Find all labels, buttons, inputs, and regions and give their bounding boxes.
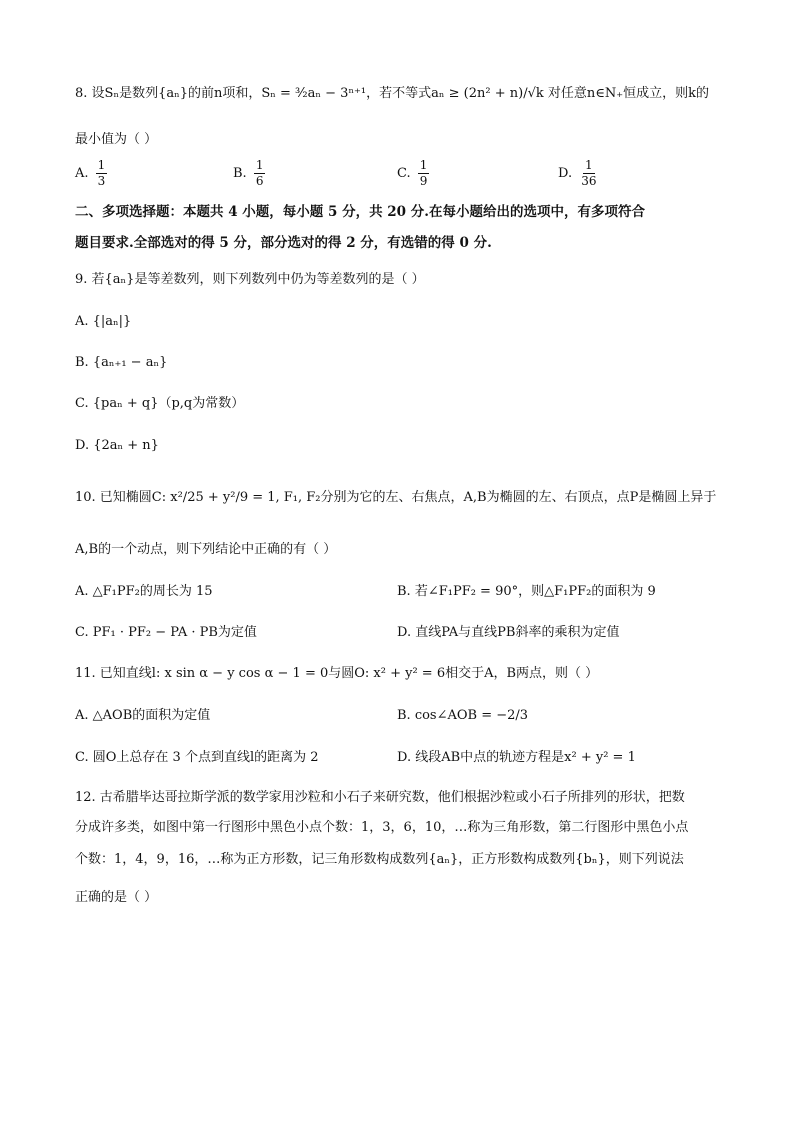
q11-option-a: A. △AOB的面积为定值 [75,708,211,723]
q10-option-a: A. △F₁PF₂的周长为 15 [75,584,213,599]
option-label: D. [558,166,573,181]
q10-stem-line1: 10. 已知椭圆C: x²/25 + y²/9 = 1, F₁, F₂分别为它的左、右焦点，A,B为椭圆的左、右顶点，点P是椭圆上异于 [75,490,717,505]
denominator: 9 [419,174,428,188]
option-label: C. [397,166,411,181]
denominator: 36 [581,174,597,188]
fraction [96,158,108,189]
q8-stem-line1: 8. 设Sₙ是数列{aₙ}的前n项和，Sₙ = ³⁄₂aₙ − 3ⁿ⁺¹，若不等式aₙ ≥ (2n² + n)/√k 对任意n∈N₊恒成立，则k的 [75,86,709,101]
denominator: 6 [255,174,264,188]
q10-stem-line2: A,B的一个动点，则下列结论中正确的有（ ） [75,542,337,557]
q12-stem-line2: 分成许多类，如图中第一行图形中黑色小点个数：1，3，6，10，…称为三角形数，第二行图形中黑色小点 [75,820,689,835]
q11-stem: 11. 已知直线l: x sin α − y cos α − 1 = 0与圆O: x² + y² = 6相交于A，B两点，则（ ） [75,666,599,681]
q11-option-c: C. 圆O上总存在 3 个点到直线l的距离为 2 [75,750,319,765]
fraction [418,158,430,189]
option-label: B. [233,166,247,181]
numerator: 1 [255,158,264,172]
option-label: A. [75,166,89,181]
denominator: 3 [97,174,106,188]
q9-option-b: B. {aₙ₊₁ − aₙ} [75,355,168,370]
q9-stem: 9. 若{aₙ}是等差数列，则下列数列中仍为等差数列的是（ ） [75,272,425,287]
q8-option-d [558,158,602,189]
section2-heading-line2: 题目要求.全部选对的得 5 分，部分选对的得 2 分，有选错的得 0 分. [75,235,492,251]
q12-stem-line3: 个数：1，4，9，16，…称为正方形数，记三角形数构成数列{aₙ}，正方形数构成数列{bₙ}，则下列说法 [75,852,684,867]
q9-option-c: C. {paₙ + q}（p,q为常数） [75,396,245,411]
q8-option-b [233,158,268,189]
q12-stem-line4: 正确的是（ ） [75,890,158,905]
fraction [579,158,598,189]
q8-stem-line2: 最小值为（ ） [75,132,158,147]
q11-option-d: D. 线段AB中点的轨迹方程是x² + y² = 1 [397,750,636,765]
q8-option-c [397,158,432,189]
q9-option-a: A. {|aₙ|} [75,314,132,329]
numerator: 1 [585,158,593,172]
q10-option-d: D. 直线PA与直线PB斜率的乘积为定值 [397,625,620,640]
numerator: 1 [419,158,428,172]
fraction [254,158,266,189]
section2-heading-line1: 二、多项选择题：本题共 4 小题，每小题 5 分，共 20 分.在每小题给出的选项中，有多项符合 [75,204,645,220]
q10-option-c: C. PF₁ · PF₂ − PA · PB为定值 [75,625,257,640]
q12-stem-line1: 12. 古希腊毕达哥拉斯学派的数学家用沙粒和小石子来研究数，他们根据沙粒或小石子所排列的形状，把数 [75,790,685,805]
q10-option-b: B. 若∠F₁PF₂ = 90°，则△F₁PF₂的面积为 9 [397,584,656,599]
numerator: 1 [97,158,106,172]
q9-option-d: D. {2aₙ + n} [75,438,159,453]
q8-option-a [75,158,110,189]
q11-option-b: B. cos∠AOB = −2/3 [397,708,529,723]
